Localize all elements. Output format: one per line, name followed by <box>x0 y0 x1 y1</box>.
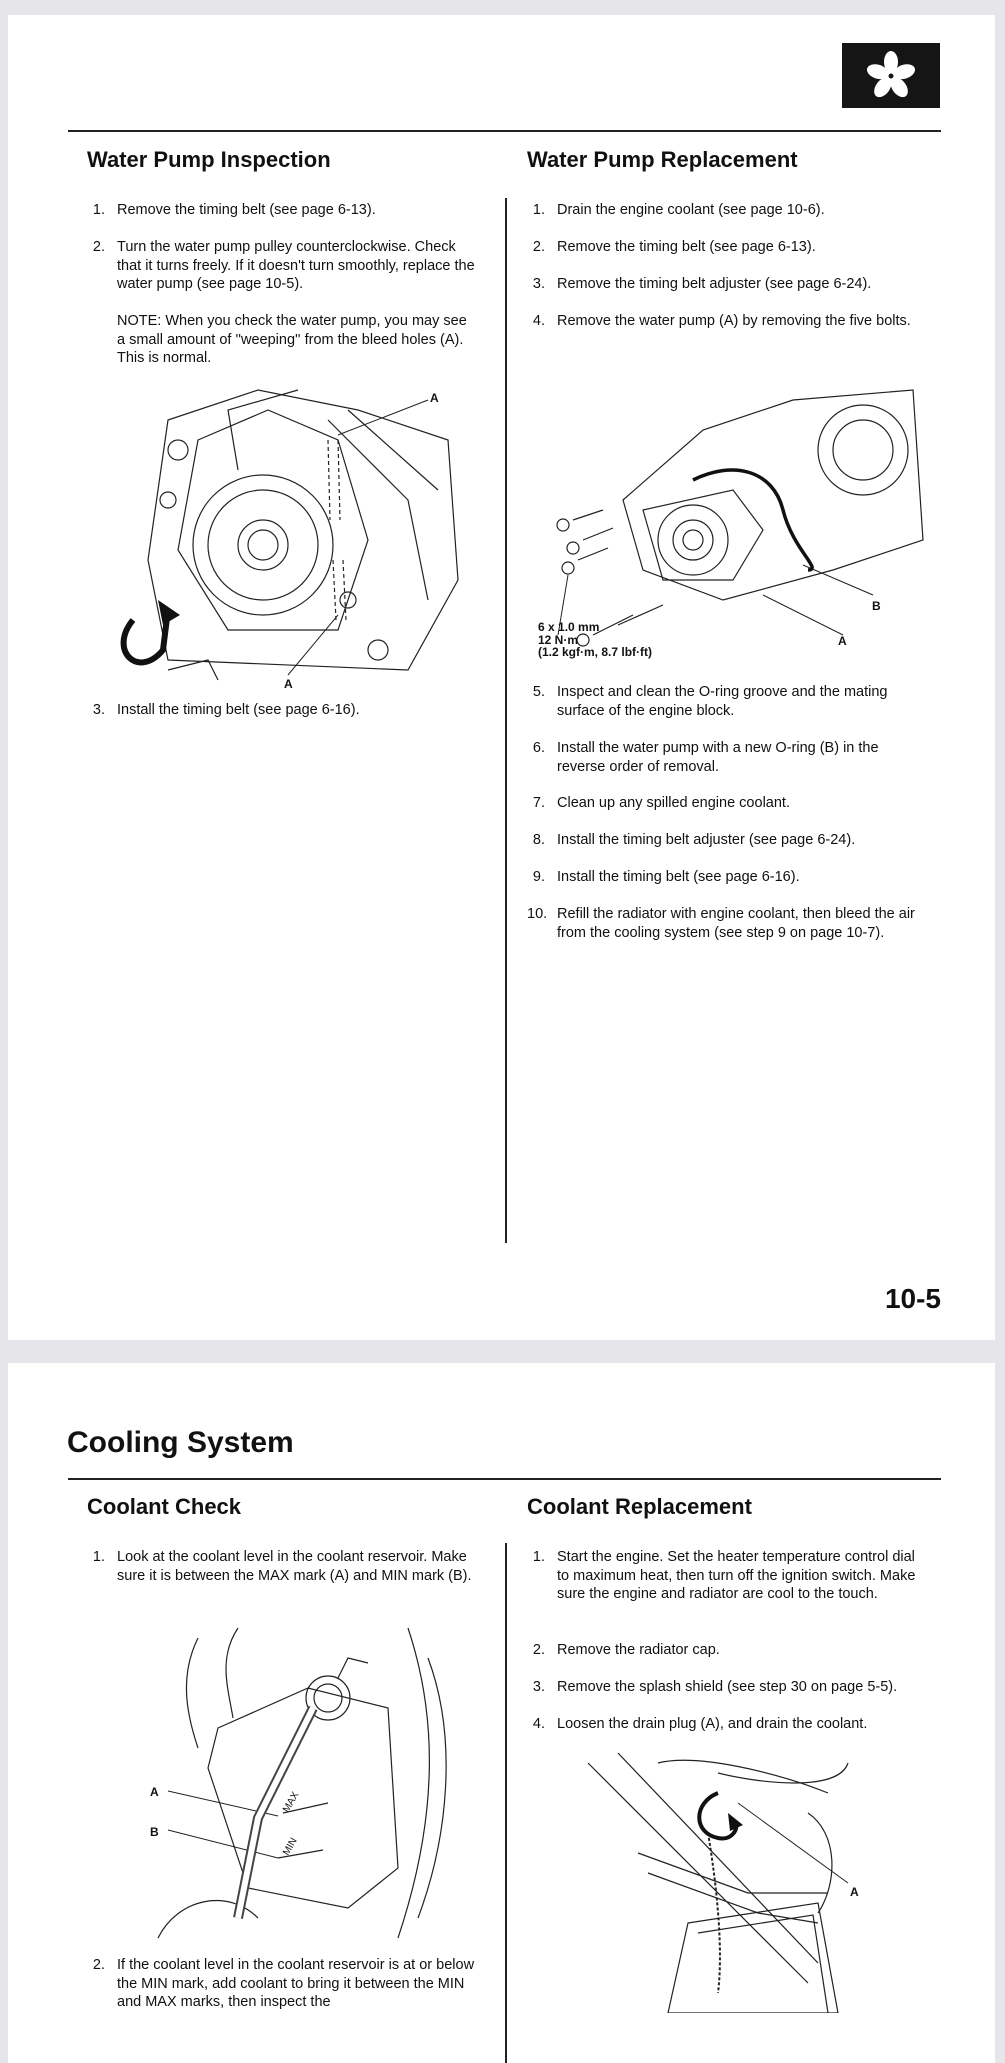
callout-label: A <box>838 634 847 648</box>
list-item: 7. Clean up any spilled engine coolant. <box>532 795 790 811</box>
coolant-reservoir-diagram <box>138 1618 468 1948</box>
torque-size: 6 x 1.0 mm <box>538 620 600 634</box>
column-divider <box>505 198 507 1243</box>
section-heading: Coolant Check <box>87 1494 242 1519</box>
drain-plug-diagram <box>578 1753 918 2013</box>
list-item: 1. Drain the engine coolant (see page 10-6). <box>532 202 825 218</box>
header-rule <box>68 130 941 132</box>
min-mark: MIN <box>281 1836 300 1858</box>
list-item: 1. Start the engine. Set the heater temperature control dial to maximum heat, then turn off the ignition switch. Make sure the engine and radiator are cool to the touch. <box>532 1549 916 1602</box>
cooling-fan-icon <box>842 43 940 108</box>
section-heading: Water Pump Replacement <box>527 147 798 172</box>
list-item: 3. Install the timing belt (see page 6-16). <box>92 702 360 718</box>
torque-alt-units: (1.2 kgf·m, 8.7 lbf·ft) <box>538 645 653 659</box>
section-heading: Coolant Replacement <box>527 1494 752 1519</box>
torque-spec <box>538 621 652 659</box>
list-item: 2. Remove the radiator cap. <box>532 1642 720 1658</box>
list-item: 1. Look at the coolant level in the coolant reservoir. Make sure it is between the MAX mark (A) and MIN mark (B). <box>92 1549 472 1584</box>
list-item: 3. Remove the timing belt adjuster (see page 6-24). <box>532 276 872 292</box>
list-item: 1. Remove the timing belt (see page 6-13). <box>92 202 376 218</box>
callout-label: A <box>150 1785 159 1799</box>
title-rule <box>68 1478 941 1480</box>
list-item: 2. Turn the water pump pulley counterclockwise. Check that it turns freely. If it doesn't turn smoothly, replace the water pump (see page 10-5). <box>92 239 475 292</box>
water-pump-inspection-diagram <box>108 380 468 690</box>
list-item: 5. Inspect and clean the O-ring groove and the mating surface of the engine block. <box>532 684 888 719</box>
list-item: 2. Remove the timing belt (see page 6-13). <box>532 239 816 255</box>
callout-label: B <box>150 1825 159 1839</box>
section-logo <box>842 43 940 108</box>
manual-page-cooling-system <box>8 1363 995 2063</box>
torque-value: 12 N·m <box>538 632 579 647</box>
list-item: 3. Remove the splash shield (see step 30 on page 5-5). <box>532 1679 898 1695</box>
note: NOTE: When you check the water pump, you may see a small amount of ''weeping'' from the bleed holes (A). This is normal. <box>117 313 467 366</box>
column-divider <box>505 1543 507 2063</box>
manual-page-10-5 <box>8 15 995 1340</box>
page-number: 10-5 <box>884 1283 941 1314</box>
callout-label: A <box>284 677 293 690</box>
list-item: 4. Loosen the drain plug (A), and drain the coolant. <box>532 1716 868 1732</box>
list-item: 4. Remove the water pump (A) by removing the five bolts. <box>532 313 911 329</box>
callout-label: A <box>430 391 439 405</box>
page-title: Cooling System <box>67 1426 294 1459</box>
list-item: 6. Install the water pump with a new O-ring (B) in the reverse order of removal. <box>532 740 879 775</box>
section-heading: Water Pump Inspection <box>87 147 331 172</box>
list-item: 2. If the coolant level in the coolant reservoir is at or below the MIN mark, add coolant to bring it between the MIN and MAX marks, then inspect the <box>92 1957 475 2010</box>
callout-label: B <box>872 599 881 613</box>
max-mark: MAX <box>281 1790 302 1815</box>
list-item: 10. Refill the radiator with engine coolant, then bleed the air from the cooling system (see step 9 on page 10-7). <box>527 906 915 941</box>
list-item: 9. Install the timing belt (see page 6-16). <box>532 869 800 885</box>
list-item: 8. Install the timing belt adjuster (see page 6-24). <box>532 832 856 848</box>
callout-label: A <box>850 1885 859 1899</box>
